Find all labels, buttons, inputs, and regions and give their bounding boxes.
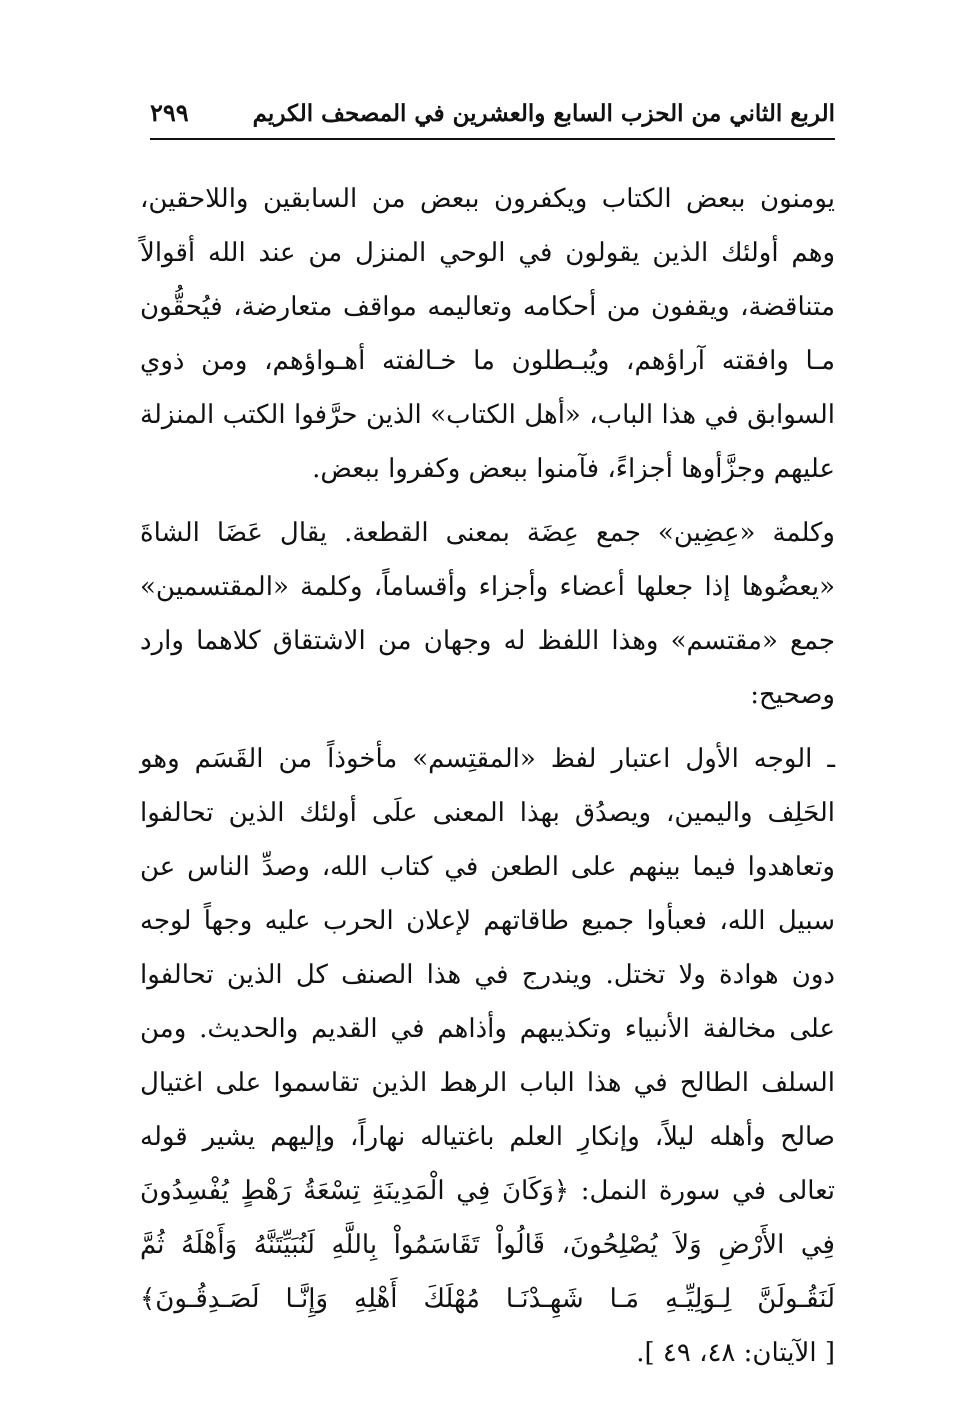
header-title: الربع الثاني من الحزب السابع والعشرين في المصحف الكريم	[252, 100, 835, 127]
text-line: وهم أولئك الذين يقولون في الوحي المنزل من عند الله أقوالاً	[140, 238, 835, 268]
text-line: جمع «مقتسم» وهذا اللفظ له وجهان من الاشتقاق كلاهما وارد	[140, 626, 835, 656]
quran-verse-line: لَنَقُـولَنَّ لِـوَلِيِّـهِ مَـا شَهِـدْنَـا مُهْلَكَ أَهْلِهِ وَإِنَّـا لَصَـدِقُـونَ﴾	[140, 1284, 835, 1314]
text-line: وصحيح:	[750, 680, 835, 710]
verse-reference: [ الآيتان: ٤٨، ٤٩ ].	[636, 1338, 835, 1368]
quran-verse-line: فِي الأَرْضِ وَلاَ يُصْلِحُونَ، قَالُواْ تَقَاسَمُواْ بِاللَّهِ لَنُبَيِّتَنَّهُ وَأَهْلَهُ ثُمَّ	[140, 1230, 835, 1260]
text-line: دون هوادة ولا تختل. ويندرج في هذا الصنف كل الذين تحالفوا	[140, 960, 835, 990]
text-line: متناقضة، ويقفون من أحكامه وتعاليمه مواقف متعارضة، فيُحقُّون	[140, 292, 835, 322]
paragraph-1	[140, 172, 835, 496]
text-line: السلف الطالح في هذا الباب الرهط الذين تقاسموا على اغتيال	[140, 1068, 835, 1098]
running-header	[150, 96, 835, 136]
text-line: عليهم وجزَّأوها أجزاءً، فآمنوا ببعض وكفروا ببعض.	[312, 454, 835, 484]
page-number: ٢٩٩	[150, 98, 189, 127]
text-line: مـا وافقته آراؤهم، ويُبـطلون ما خـالفته أهـواؤهم، ومن ذوي	[140, 346, 835, 376]
text-line: الحَلِف واليمين، ويصدُق بهذا المعنى علَى أولئك الذين تحالفوا	[140, 798, 835, 828]
text-line: يومنون ببعض الكتاب ويكفرون ببعض من السابقين واللاحقين،	[140, 184, 835, 214]
text-line: سبيل الله، فعبأوا جميع طاقاتهم لإعلان الحرب عليه وجهاً لوجه	[140, 906, 835, 936]
quran-verse-line: تعالى في سورة النمل: ﴿وَكَانَ فِي الْمَدِينَةِ تِسْعَةُ رَهْطٍ يُفْسِدُونَ	[140, 1176, 835, 1206]
text-line: السوابق في هذا الباب، «أهل الكتاب» الذين حرَّفوا الكتب المنزلة	[140, 400, 835, 430]
paragraph-gap	[140, 496, 835, 506]
body-text	[140, 172, 835, 1380]
text-line: على مخالفة الأنبياء وتكذيبهم وأذاهم في القديم والحديث. ومن	[140, 1014, 835, 1044]
text-line: وتعاهدوا فيما بينهم على الطعن في كتاب الله، وصدِّ الناس عن	[140, 852, 835, 882]
text-line: ـ الوجه الأول اعتبار لفظ «المقتِسم» مأخوذاً من القَسَم وهو	[140, 744, 835, 774]
header-divider	[150, 138, 835, 140]
paragraph-gap	[140, 722, 835, 732]
text-line: صالح وأهله ليلاً، وإنكارِ العلم باغتياله نهاراً، وإليهم يشير قوله	[140, 1122, 835, 1152]
paragraph-3	[140, 732, 835, 1380]
text-line: وكلمة «عِضِين» جمع عِضَة بمعنى القطعة. يقال عَضَا الشاةَ	[140, 518, 835, 548]
paragraph-2	[140, 506, 835, 722]
text-line: «يعضُوها إذا جعلها أعضاء وأجزاء وأقساماً، وكلمة «المقتسمين»	[140, 572, 835, 602]
